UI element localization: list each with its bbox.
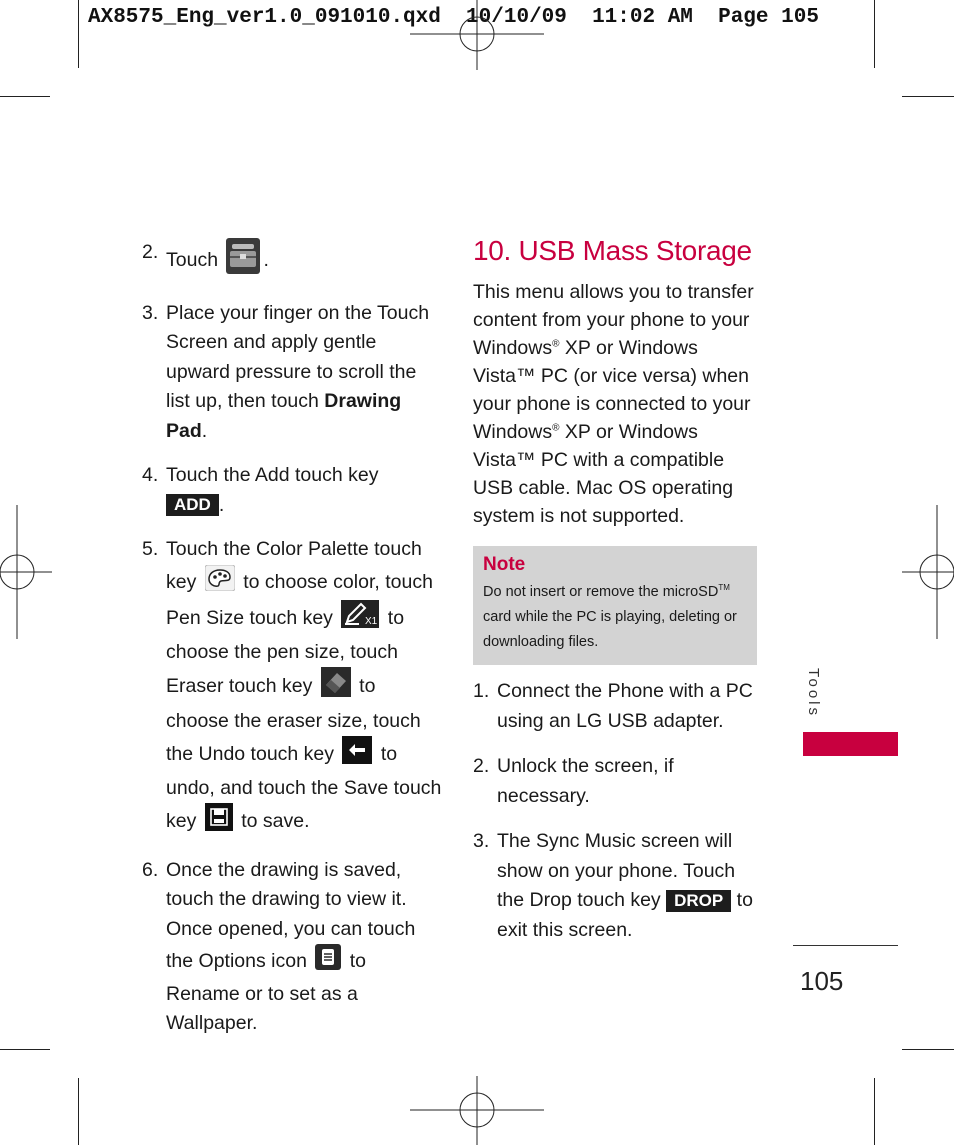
step-text-end: to exit this screen. (497, 889, 753, 941)
section-tab-bar (803, 732, 898, 756)
step-text: Connect the Phone with a PC using an LG USB adapter. (497, 680, 753, 732)
usb-step-3 (473, 827, 765, 945)
pen-size-icon (341, 600, 379, 638)
step-number: 3. (473, 830, 490, 852)
step-number: 5. (142, 538, 159, 560)
step-number: 2. (142, 241, 159, 263)
registration-mark (410, 0, 544, 70)
intro-text: XP or Windows Vista™ PC (or vice versa) when your phone is connected to your Windows (473, 337, 751, 443)
step-number: 3. (142, 301, 159, 324)
usb-step-2 (473, 752, 765, 811)
note-text (483, 580, 747, 655)
step-text-end: to save. (241, 809, 310, 832)
drawing-pad-label: Drawing Pad (166, 390, 402, 442)
crop-mark (78, 1078, 79, 1145)
options-icon (315, 944, 341, 980)
section-tab-label: Tools (805, 668, 822, 719)
registered-mark: ® (552, 338, 560, 350)
color-palette-icon (205, 565, 235, 601)
crop-mark (902, 96, 954, 97)
registered-mark: ® (552, 422, 560, 434)
crop-mark (0, 1049, 50, 1050)
registration-mark (0, 505, 52, 639)
note-box (473, 546, 757, 665)
trademark-mark: TM (718, 583, 730, 593)
step-text-end: . (218, 493, 225, 516)
step-text: Unlock the screen, if necessary. (497, 755, 674, 807)
step-3 (142, 299, 442, 447)
step-text: Touch (166, 248, 219, 271)
note-title: Note (483, 554, 526, 575)
note-text-part: Do not insert or remove the microSD (483, 584, 719, 600)
step-text: Touch the Add touch key (166, 464, 379, 486)
section-title: 10. USB Mass Storage (473, 235, 752, 266)
crop-mark (874, 1078, 875, 1145)
step-text-end: . (201, 419, 208, 442)
drop-key: DROP (666, 890, 731, 912)
step-text-end: to Rename or to set as a Wallpaper. (166, 949, 367, 1034)
step-5 (142, 535, 442, 841)
step-text: The Sync Music screen will show on your phone. Touch the Drop touch key (497, 830, 736, 911)
step-text: Once the drawing is saved, touch the drawing to view it. Once opened, you can touch the Options icon (166, 858, 416, 972)
right-column (473, 234, 765, 961)
crop-mark (902, 1049, 954, 1050)
eraser-icon (321, 667, 351, 707)
step-text: Touch the Color Palette touch key (166, 538, 422, 593)
section-intro (473, 278, 765, 530)
toolbox-icon (226, 238, 260, 284)
step-text-end: . (263, 248, 269, 271)
left-column (142, 238, 442, 1054)
save-disk-icon (205, 803, 233, 841)
step-number: 6. (142, 858, 159, 881)
step-text: to choose color, touch Pen Size touch key (166, 570, 433, 629)
step-2 (142, 238, 442, 284)
step-number: 1. (473, 680, 490, 702)
page-number: 105 (800, 966, 844, 996)
step-6 (142, 856, 442, 1039)
step-text: to undo, and touch the Save touch key (166, 742, 442, 832)
step-number: 2. (473, 755, 490, 777)
step-text: to choose the eraser size, touch the Undo touch key (166, 674, 421, 765)
crop-mark (0, 96, 50, 97)
registration-mark (410, 1076, 544, 1145)
step-4 (142, 461, 442, 520)
step-text: Place your finger on the Touch Screen and apply gentle upward pressure to scroll the list up, then touch (166, 301, 430, 412)
registration-mark (902, 505, 954, 639)
add-key: ADD (166, 494, 219, 516)
undo-arrow-icon (342, 736, 372, 774)
step-text: to choose the pen size, touch Eraser touch key (166, 606, 405, 697)
crop-mark (874, 0, 875, 68)
step-number: 4. (142, 464, 159, 486)
print-header: AX8575_Eng_ver1.0_091010.qxd 10/10/09 11:02 AM Page 105 (88, 6, 819, 29)
intro-text: This menu allows you to transfer content from your phone to your Windows (473, 281, 754, 359)
page-number-rule (793, 945, 898, 946)
note-text-part: card while the PC is playing, deleting or downloading files. (483, 609, 737, 650)
crop-mark (78, 0, 79, 68)
intro-text: XP or Windows Vista™ PC with a compatible USB cable. Mac OS operating system is not supported. (473, 421, 734, 527)
pen-size-label: X1 (365, 616, 378, 627)
usb-step-1 (473, 677, 765, 736)
